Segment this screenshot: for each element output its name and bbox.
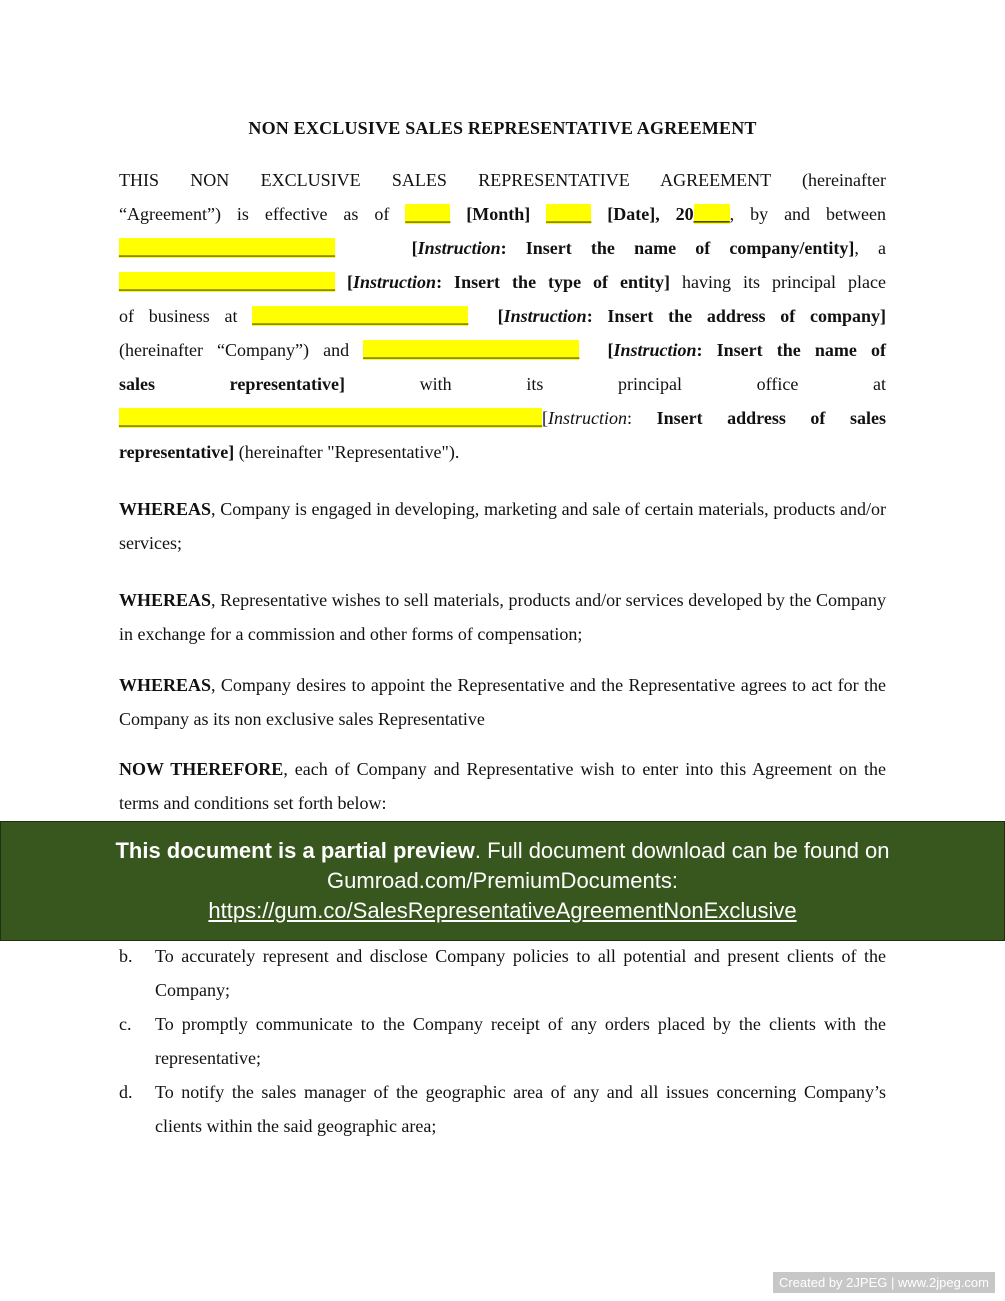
rep-label: representative] [119, 442, 235, 462]
list-text: To promptly communicate to the Company receipt of any orders placed by the clients with the representative; [155, 1014, 886, 1068]
whereas-paragraph [119, 668, 886, 736]
instruction-text: Insert address of sales [656, 408, 886, 428]
intro-line: ________________________ [Instruction: Insert the name of company/entity], a [119, 238, 886, 258]
intro-line: THIS NON EXCLUSIVE SALES REPRESENTATIVE AGREEMENT (hereinafter [119, 170, 886, 190]
list-label: d. [119, 1082, 133, 1102]
list-item [119, 1075, 886, 1143]
date-label: [Date], 20 [591, 204, 694, 224]
instruction-label: Instruction [353, 272, 437, 292]
preview-banner [0, 821, 1005, 941]
whereas-text: , Representative wishes to sell materials, products and/or services developed by the Company in exchange for a commission and other forms of compensation; [119, 590, 886, 644]
instruction-text: : Insert the address of company] [586, 306, 887, 326]
intro-text: , by and between [729, 204, 886, 224]
intro-text: with its principal office at [344, 374, 886, 394]
entity-type-blank: ________________________ [119, 272, 335, 292]
instruction-label: Instruction [548, 408, 627, 428]
banner-text: . Full document download can be found on [474, 838, 890, 863]
now-therefore-paragraph [119, 752, 886, 820]
instruction-label: Instruction [417, 238, 501, 258]
month-blank: _____ [405, 204, 451, 224]
whereas-paragraph [119, 492, 886, 560]
document-title: NON EXCLUSIVE SALES REPRESENTATIVE AGREEMENT [248, 118, 757, 138]
intro-text: “Agreement”) is effective as of [119, 204, 406, 224]
whereas-text: , Company desires to appoint the Representative and the Representative agrees to act for the Company as its non exclusive sales Representative [119, 675, 886, 729]
list-item [119, 1007, 886, 1075]
list-text: To accurately represent and disclose Company policies to all potential and present clients of the Company; [155, 946, 886, 1000]
intro-line: (hereinafter “Company”) and ________________________ [Instruction: Insert the name of [119, 340, 886, 360]
whereas-text: , Company is engaged in developing, marketing and sale of certain materials, products and/or services; [119, 499, 886, 553]
intro-line: of business at ________________________ [Instruction: Insert the address of company] [119, 306, 887, 326]
whereas-lead: WHEREAS [119, 675, 212, 695]
list-item [119, 939, 886, 1007]
list-text: To notify the sales manager of the geographic area of any and all issues concerning Company’s clients within the said geographic area; [155, 1082, 886, 1136]
intro-text: of business at [119, 306, 253, 326]
intro-text: having its principal place [670, 272, 887, 292]
whereas-lead: WHEREAS [119, 590, 212, 610]
company-address-blank: ________________________ [252, 306, 469, 326]
intro-paragraph [119, 163, 886, 469]
banner-line [1, 896, 1004, 926]
list-label: b. [119, 946, 133, 966]
instruction-label: Instruction [613, 340, 697, 360]
date-blank: _____ [546, 204, 592, 224]
rep-address-blank: _______________________________________________ [119, 408, 542, 428]
company-name-blank: ________________________ [119, 238, 335, 258]
year-blank: ____ [693, 204, 730, 224]
list-label: c. [119, 1014, 132, 1034]
intro-line: _______________________________________________[Instruction: Insert address of sales [119, 408, 886, 428]
instruction-label: Instruction [503, 306, 587, 326]
intro-line [119, 197, 886, 231]
month-label: [Month] [450, 204, 547, 224]
now-therefore-lead: NOW THEREFORE [119, 759, 284, 779]
intro-line [119, 367, 886, 401]
banner-bold: This document is a partial preview [115, 838, 475, 863]
download-link[interactable]: https://gum.co/SalesRepresentativeAgreementNonExclusive [208, 898, 797, 923]
now-therefore-text: , each of Company and Representative wish to enter into this Agreement on the terms and conditions set forth below: [119, 759, 886, 813]
instruction-text: : Insert the type of entity] [436, 272, 671, 292]
intro-text: (hereinafter “Company”) and [119, 340, 364, 360]
rep-name-blank: ________________________ [363, 340, 580, 360]
intro-text: , a [854, 238, 886, 258]
intro-text: (hereinafter "Representative"). [234, 442, 460, 462]
banner-line [1, 836, 1004, 866]
instruction-text: : Insert the name of company/entity] [500, 238, 855, 258]
watermark-label: Created by 2JPEG | www.2jpeg.com [773, 1272, 995, 1293]
whereas-lead: WHEREAS [119, 499, 212, 519]
intro-line: ________________________ [Instruction: Insert the type of entity] having its principal place [119, 272, 887, 292]
rep-label: sales representative] [119, 374, 345, 394]
instruction-text: : Insert the name of [696, 340, 886, 360]
banner-line: Gumroad.com/PremiumDocuments: [327, 868, 678, 893]
intro-line [119, 435, 886, 469]
whereas-paragraph [119, 583, 886, 651]
